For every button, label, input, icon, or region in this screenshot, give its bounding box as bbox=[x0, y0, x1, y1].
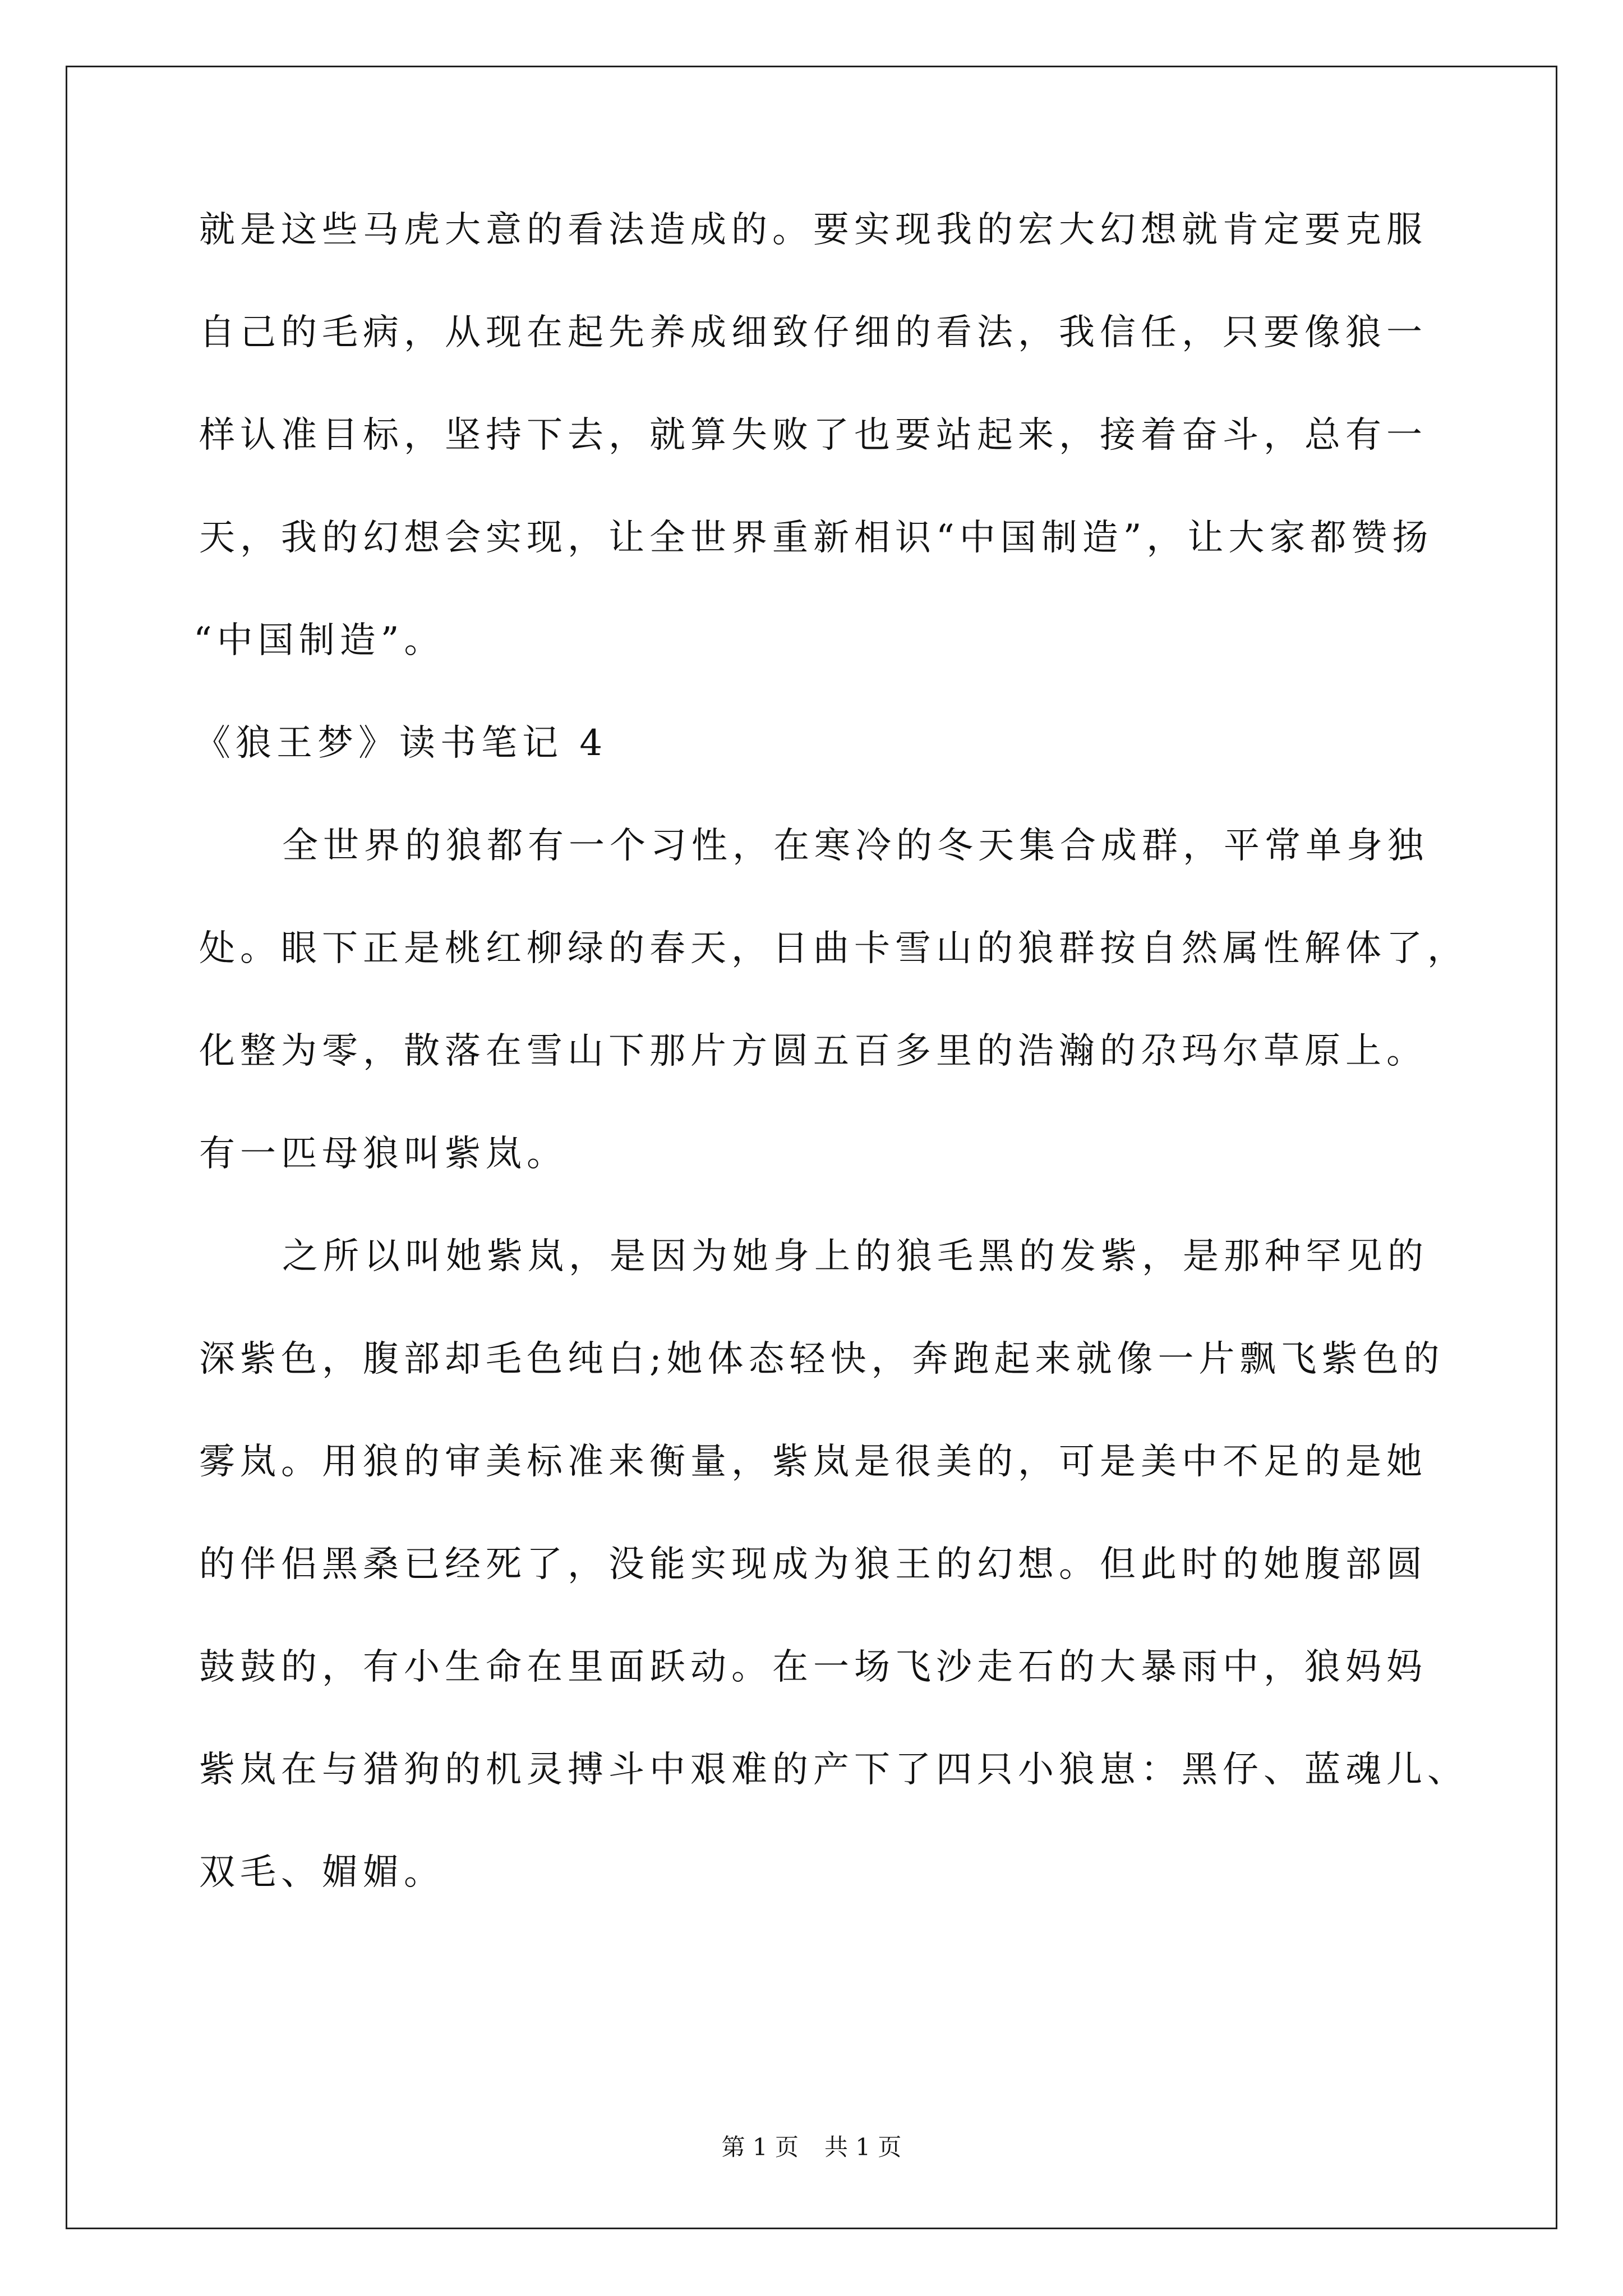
section-heading: 《狼王梦》读书笔记 4 bbox=[195, 723, 608, 764]
text-line: 样认准目标，坚持下去，就算失败了也要站起来，接着奋斗，总有一 bbox=[199, 415, 1427, 456]
text-line: 天，我的幻想会实现，让全世界重新相识“中国制造”，让大家都赞扬 bbox=[199, 517, 1433, 559]
text-line: 化整为零，散落在雪山下那片方圆五百多里的浩瀚的尕玛尔草原上。 bbox=[199, 1030, 1427, 1072]
text-line: 双毛、媚媚。 bbox=[199, 1852, 445, 1893]
text-line: 就是这些马虎大意的看法造成的。要实现我的宏大幻想就肯定要克服 bbox=[199, 209, 1427, 251]
page-footer bbox=[0, 2132, 1623, 2163]
paragraph-first-line: 全世界的狼都有一个习性，在寒冷的冬天集合成群，平常单身独 bbox=[282, 825, 1428, 867]
text-line: 有一匹母狼叫紫岚。 bbox=[199, 1133, 568, 1175]
text-line: 的伴侣黑桑已经死了，没能实现成为狼王的幻想。但此时的她腹部圆 bbox=[199, 1544, 1427, 1585]
text-line: 紫岚在与猎狗的机灵搏斗中艰难的产下了四只小狼崽：黑仔、蓝魂儿、 bbox=[199, 1749, 1468, 1791]
text-line: “中国制造”。 bbox=[193, 620, 445, 661]
text-line: 深紫色，腹部却毛色纯白;她体态轻快，奔跑起来就像一片飘飞紫色的 bbox=[199, 1338, 1445, 1380]
text-line: 鼓鼓的，有小生命在里面跃动。在一场飞沙走石的大暴雨中，狼妈妈 bbox=[199, 1646, 1427, 1688]
page-total: 共 1 页 bbox=[824, 2133, 902, 2161]
text-line: 雾岚。用狼的审美标准来衡量，紫岚是很美的，可是美中不足的是她 bbox=[199, 1441, 1427, 1483]
text-line: 自己的毛病，从现在起先养成细致仔细的看法，我信任，只要像狼一 bbox=[199, 312, 1427, 353]
paragraph-first-line: 之所以叫她紫岚，是因为她身上的狼毛黑的发紫，是那种罕见的 bbox=[282, 1236, 1428, 1277]
text-line: 处。眼下正是桃红柳绿的春天，日曲卡雪山的狼群按自然属性解体了， bbox=[199, 928, 1468, 969]
page-number: 第 1 页 bbox=[721, 2133, 799, 2161]
